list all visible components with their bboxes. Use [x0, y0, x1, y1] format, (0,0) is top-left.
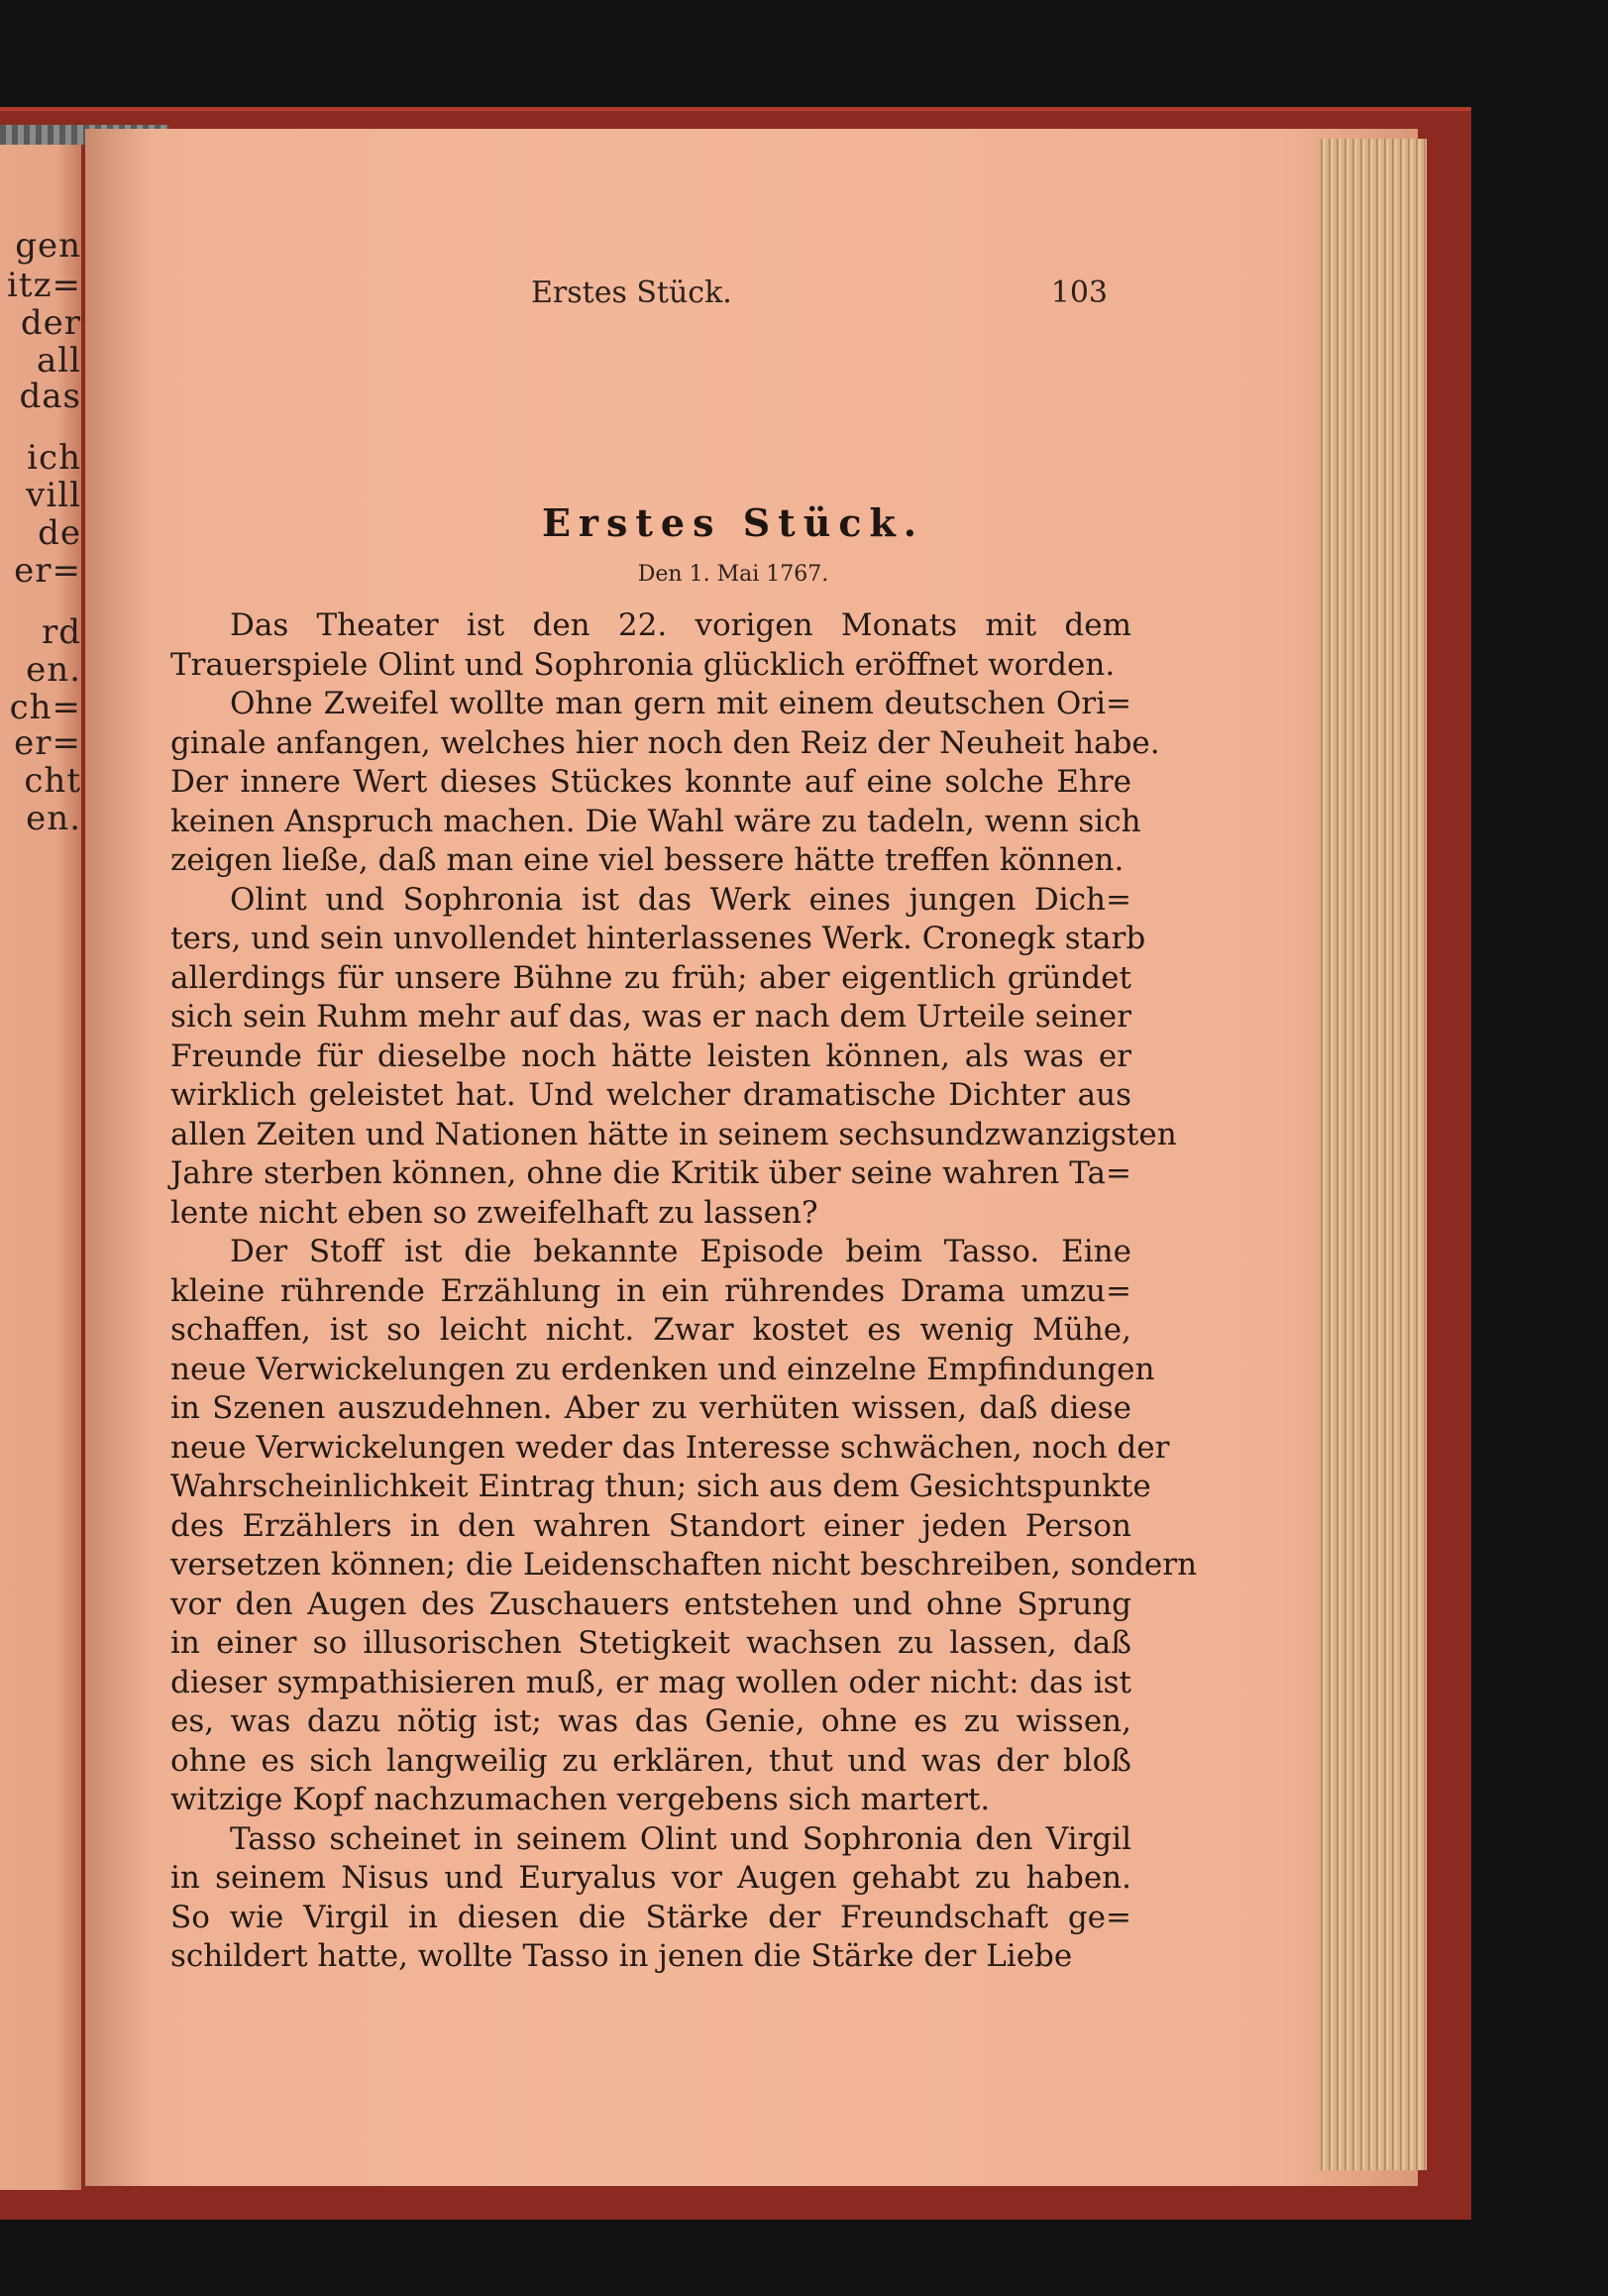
section-date: Den 1. Mai 1767.: [637, 562, 829, 587]
text-line: es, was dazu nötig ist; was das Genie, ohne es zu wissen,: [170, 1703, 1131, 1739]
left-page-fragment: itz=: [7, 266, 81, 305]
text-line: witzige Kopf nachzumachen vergebens sich martert.: [170, 1782, 991, 1817]
running-header: [531, 275, 1108, 315]
left-page-fragment: er=: [14, 551, 81, 591]
left-page-fragment: ch=: [9, 688, 81, 727]
text-line: versetzen können; die Leidenschaften nicht beschreiben, sondern: [170, 1547, 1198, 1583]
left-page-fragment: de: [38, 513, 81, 553]
left-page-fragment: en.: [26, 799, 81, 838]
left-page-fragment: vill: [26, 476, 81, 515]
page-number: 103: [1050, 275, 1108, 310]
text-line: des Erzählers in den wahren Standort einer jeden Person: [170, 1507, 1131, 1544]
running-title: Erstes Stück.: [531, 275, 732, 310]
body-text: [170, 606, 1198, 1977]
text-line: dieser sympathisieren muß, er mag wollen oder nicht: das ist: [170, 1664, 1131, 1700]
left-page-fragment: gen: [15, 226, 81, 266]
text-line: wirklich geleistet hat. Und welcher dramatische Dichter aus: [170, 1077, 1131, 1113]
text-line: Der Stoff ist die bekannte Episode beim Tasso. Eine: [230, 1234, 1131, 1269]
text-line: Ohne Zweifel wollte man gern mit einem deutschen Ori=: [230, 686, 1131, 721]
text-line: Das Theater ist den 22. vorigen Monats mit dem: [230, 607, 1131, 643]
text-line: Tasso scheinet in seinem Olint und Sophronia den Virgil: [230, 1820, 1131, 1857]
text-line: Freunde für dieselbe noch hätte leisten können, als was er: [170, 1038, 1131, 1074]
left-page-fragment: der: [20, 303, 81, 343]
text-line: neue Verwickelungen zu erdenken und einzelne Empfindungen: [170, 1351, 1155, 1387]
left-page-edge: [0, 129, 81, 2190]
text-line: in Szenen auszudehnen. Aber zu verhüten wissen, daß diese: [170, 1390, 1131, 1426]
left-page-fragment: rd: [41, 612, 81, 652]
left-page-fragment: er=: [14, 723, 81, 763]
left-page-fragment: en.: [26, 650, 81, 690]
text-line: Olint und Sophronia ist das Werk eines jungen Dich=: [230, 881, 1131, 918]
text-line: zeigen ließe, daß man eine viel bessere hätte treffen können.: [170, 842, 1125, 878]
text-line: schaffen, ist so leicht nicht. Zwar kostet es wenig Mühe,: [170, 1312, 1131, 1348]
text-line: in einer so illusorischen Stetigkeit wachsen zu lassen, daß: [170, 1625, 1131, 1661]
text-line: sich sein Ruhm mehr auf das, was er nach dem Urteile seiner: [170, 999, 1131, 1035]
text-line: Jahre sterben können, ohne die Kritik über seine wahren Ta=: [170, 1155, 1131, 1191]
text-line: kleine rührende Erzählung in ein rührendes Drama umzu=: [170, 1272, 1131, 1309]
text-line: Trauerspiele Olint und Sophronia glücklich eröffnet worden.: [170, 646, 1116, 683]
text-line: ters, und sein unvollendet hinterlassenes Werk. Cronegk starb: [170, 921, 1146, 956]
text-line: in seinem Nisus und Euryalus vor Augen gehabt zu haben.: [170, 1860, 1131, 1896]
text-line: allerdings für unsere Bühne zu früh; aber eigentlich gründet: [170, 959, 1131, 996]
text-line: allen Zeiten und Nationen hätte in seinem sechsundzwanzigsten: [170, 1116, 1177, 1152]
text-line: keinen Anspruch machen. Die Wahl wäre zu tadeln, wenn sich: [170, 803, 1141, 839]
text-line: neue Verwickelungen weder das Interesse schwächen, noch der: [170, 1429, 1170, 1466]
left-page-fragment: das: [19, 377, 81, 416]
left-page-fragment: all: [36, 341, 81, 381]
section-title: Erstes Stück.: [541, 500, 925, 545]
text-line: Wahrscheinlichkeit Eintrag thun; sich aus dem Gesichtspunkte: [170, 1469, 1151, 1504]
text-line: ohne es sich langweilig zu erklären, thut und was der bloß: [170, 1742, 1131, 1779]
left-page-fragment: cht: [24, 761, 81, 801]
text-line: vor den Augen des Zuschauers entstehen und ohne Sprung: [170, 1585, 1131, 1622]
text-line: lente nicht eben so zweifelhaft zu lassen?: [170, 1194, 818, 1231]
text-line: ginale anfangen, welches hier noch den Reiz der Neuheit habe.: [170, 724, 1160, 761]
text-line: So wie Virgil in diesen die Stärke der Freundschaft ge=: [170, 1899, 1131, 1935]
page-edges: [1318, 139, 1427, 2170]
text-line: schildert hatte, wollte Tasso in jenen die Stärke der Liebe: [170, 1938, 1073, 1974]
left-page-fragment: ich: [27, 438, 81, 478]
text-line: Der innere Wert dieses Stückes konnte auf eine solche Ehre: [170, 764, 1131, 800]
